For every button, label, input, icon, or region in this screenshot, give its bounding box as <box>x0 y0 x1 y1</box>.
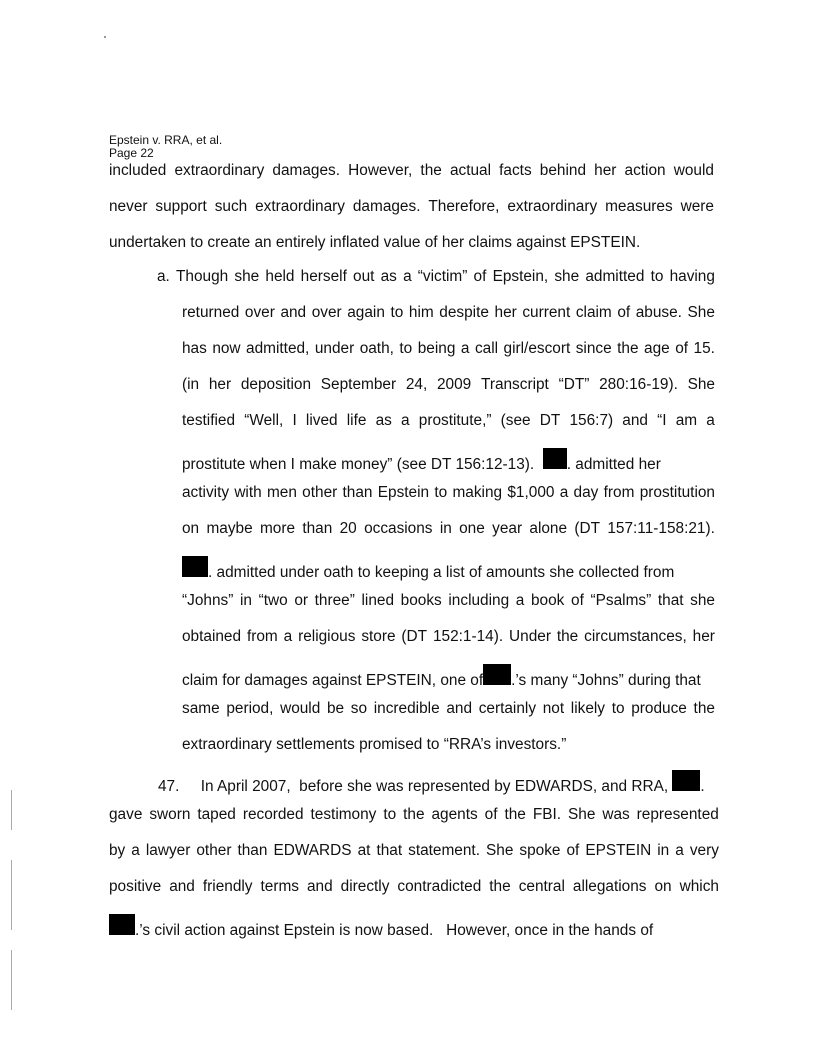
word: extraordinary <box>507 198 598 215</box>
word: However, <box>348 162 413 179</box>
word: that <box>657 592 684 609</box>
word: to <box>650 268 664 285</box>
word: “Psalms” <box>590 592 652 609</box>
redaction-box <box>483 664 511 685</box>
text-line <box>109 806 719 824</box>
word: behind <box>539 162 587 179</box>
text-line <box>182 592 715 610</box>
word: Transcript <box>480 376 549 393</box>
word: by <box>109 842 126 859</box>
word: other <box>196 842 232 859</box>
word: under <box>314 340 355 357</box>
text-segment: .’s civil action against Epstein is now based. However, once in the hands of <box>135 922 654 939</box>
word: which <box>679 878 719 895</box>
word: and <box>306 878 333 895</box>
word: prostitute,” <box>418 412 492 429</box>
word: never <box>109 198 148 215</box>
word: central <box>518 878 565 895</box>
word: including <box>448 592 510 609</box>
text-segment: claim for damages against EPSTEIN, one of <box>182 672 484 689</box>
word: directly <box>340 878 390 895</box>
word: him <box>408 304 434 321</box>
word: call <box>474 340 499 357</box>
word: September <box>320 376 397 393</box>
word: (DT <box>401 628 428 645</box>
word: despite <box>439 304 489 321</box>
word: returned <box>182 304 240 321</box>
text-segment: 47. In April 2007, before she was represented by EDWARDS, and RRA, <box>158 778 673 795</box>
word: 24, <box>405 376 428 393</box>
word: of <box>675 340 689 357</box>
word: out <box>353 268 375 285</box>
word: religious <box>298 628 356 645</box>
word: girl/escort <box>503 340 571 357</box>
word: agents <box>431 806 478 823</box>
text-line <box>157 268 715 286</box>
word: incredible <box>373 700 440 717</box>
word: to <box>383 806 397 823</box>
word: damages. <box>272 162 341 179</box>
text-line <box>109 878 719 896</box>
word: Epstein <box>377 484 430 501</box>
word: She <box>568 806 596 823</box>
word: than <box>302 520 333 537</box>
text-segment: undertaken to create an entirely inflated value of her claims against EPSTEIN. <box>109 234 641 251</box>
word: a <box>460 340 470 357</box>
page-number: Page 22 <box>109 146 154 160</box>
text-line <box>182 628 715 646</box>
word: a. <box>157 268 170 285</box>
word: would <box>280 700 321 717</box>
word: year <box>492 520 523 537</box>
word: alone <box>529 520 568 537</box>
word: likely <box>570 700 606 717</box>
text-segment: prostitute when I make money” (see DT 156:12-13). <box>182 456 543 473</box>
word: life <box>346 412 367 429</box>
word: EDWARDS <box>273 842 352 859</box>
word: in <box>657 842 670 859</box>
word: than <box>342 484 373 501</box>
word: the <box>556 628 579 645</box>
word: “Johns” <box>182 592 234 609</box>
word: 280:16-19). <box>599 376 678 393</box>
word: obtained <box>182 628 242 645</box>
word: 15. <box>693 340 715 357</box>
word: Though <box>176 268 229 285</box>
word: lawyer <box>145 842 191 859</box>
word: the <box>617 340 639 357</box>
text-line <box>182 484 715 502</box>
word: DT <box>539 412 561 429</box>
word: and <box>446 700 473 717</box>
text-line <box>182 340 715 358</box>
word: a <box>401 412 410 429</box>
word: measures <box>605 198 673 215</box>
text-line <box>182 376 715 394</box>
word: the <box>403 806 425 823</box>
word: (see <box>500 412 531 429</box>
text-line <box>182 448 715 474</box>
word: day <box>573 484 599 501</box>
text-line <box>109 162 714 180</box>
word: three” <box>314 592 355 609</box>
word: admitted, <box>246 340 310 357</box>
word: produce <box>631 700 687 717</box>
word: over <box>311 304 342 321</box>
word: was <box>602 806 630 823</box>
word: 2009 <box>436 376 472 393</box>
word: oath, <box>359 340 394 357</box>
word: friendly <box>202 878 253 895</box>
word: allegations <box>572 878 647 895</box>
word: and <box>280 304 307 321</box>
word: contradicted <box>397 878 482 895</box>
word: sworn <box>149 806 191 823</box>
word: on <box>182 520 200 537</box>
word: and <box>622 412 648 429</box>
word: lived <box>305 412 338 429</box>
word: that <box>376 842 403 859</box>
word: 157:11-158:21). <box>607 520 715 537</box>
word: “DT” <box>558 376 590 393</box>
word: deposition <box>240 376 312 393</box>
word: She <box>687 376 715 393</box>
word: gave <box>109 806 143 823</box>
text-segment: extraordinary settlements promised to “RRA’s investors.” <box>182 736 567 753</box>
word: activity <box>182 484 230 501</box>
word: to <box>390 304 404 321</box>
redaction-box <box>109 914 135 935</box>
text-line <box>109 842 719 860</box>
text-segment: . <box>700 778 705 795</box>
word: book <box>531 592 565 609</box>
word: I <box>292 412 297 429</box>
word: so <box>350 700 368 717</box>
word: testified <box>182 412 236 429</box>
text-line <box>109 914 719 940</box>
text-line <box>182 664 715 690</box>
redaction-box <box>543 448 567 469</box>
word: statement. <box>408 842 480 859</box>
word: on <box>654 878 672 895</box>
word: a <box>403 268 412 285</box>
word: prostitution <box>639 484 715 501</box>
word: than <box>237 842 268 859</box>
word: with <box>234 484 262 501</box>
text-segment: .’s many “Johns” during that <box>511 672 701 689</box>
word: age <box>644 340 670 357</box>
word: her <box>692 628 715 645</box>
word: she <box>554 268 580 285</box>
word: EPSTEIN <box>585 842 652 859</box>
word: support <box>155 198 207 215</box>
word: were <box>680 198 714 215</box>
word: from <box>603 484 635 501</box>
word: taped <box>197 806 236 823</box>
text-line <box>182 700 715 718</box>
word: of <box>473 268 487 285</box>
word: facts <box>499 162 532 179</box>
word: period, <box>226 700 274 717</box>
redaction-box <box>672 770 700 791</box>
word: having <box>669 268 715 285</box>
word: her <box>594 162 617 179</box>
word: positive <box>109 878 162 895</box>
word: be <box>326 700 345 717</box>
word: the <box>693 700 715 717</box>
word: the <box>489 878 511 895</box>
word: “I <box>657 412 667 429</box>
word: actual <box>449 162 492 179</box>
word: from <box>246 628 278 645</box>
word: admitted <box>585 268 645 285</box>
word: a <box>131 842 140 859</box>
word: held <box>265 268 295 285</box>
word: and <box>169 878 195 895</box>
word: more <box>259 520 296 537</box>
word: now <box>212 340 241 357</box>
word: she <box>234 268 260 285</box>
word: her <box>494 304 517 321</box>
word: 152:1-14). <box>432 628 504 645</box>
word: (DT <box>574 520 601 537</box>
word: making <box>452 484 503 501</box>
word: such <box>214 198 248 215</box>
word: a <box>559 484 569 501</box>
word: am <box>675 412 698 429</box>
word: to <box>434 484 448 501</box>
word: herself <box>300 268 347 285</box>
word: lined <box>361 592 395 609</box>
word: again <box>347 304 385 321</box>
word: Therefore, <box>428 198 500 215</box>
scan-margin-mark <box>11 860 12 930</box>
text-line <box>109 198 714 216</box>
word: or <box>294 592 308 609</box>
word: of <box>571 592 584 609</box>
word: has <box>182 340 207 357</box>
word: abuse. <box>635 304 682 321</box>
word: one <box>459 520 485 537</box>
text-line <box>182 304 715 322</box>
word: spoke <box>519 842 561 859</box>
word: represented <box>636 806 719 823</box>
text-segment: . admitted her <box>566 456 661 473</box>
word: the <box>420 162 442 179</box>
word: of <box>484 806 498 823</box>
word: maybe <box>206 520 253 537</box>
word: store <box>361 628 396 645</box>
scan-margin-mark <box>11 950 12 1010</box>
word: current <box>522 304 571 321</box>
word: “two <box>258 592 288 609</box>
word: since <box>575 340 612 357</box>
word: $1,000 <box>507 484 555 501</box>
scan-speck <box>104 36 106 38</box>
word: Under <box>509 628 551 645</box>
word: to <box>399 340 413 357</box>
word: a <box>706 412 715 429</box>
case-caption: Epstein v. RRA, et al. <box>109 133 223 147</box>
word: Epstein, <box>492 268 549 285</box>
word: very <box>689 842 719 859</box>
word: testimony <box>310 806 377 823</box>
word: a <box>515 592 525 609</box>
word: a <box>283 628 293 645</box>
page-header <box>109 134 222 160</box>
word: action <box>624 162 666 179</box>
word: (in <box>182 376 200 393</box>
word: as <box>380 268 397 285</box>
word: as <box>375 412 392 429</box>
word: over <box>244 304 275 321</box>
word: she <box>690 592 715 609</box>
word: her <box>208 376 232 393</box>
word: 156:7) <box>569 412 614 429</box>
text-line <box>158 770 719 796</box>
word: damages. <box>352 198 421 215</box>
word: of <box>566 842 580 859</box>
word: other <box>302 484 338 501</box>
word: the <box>504 806 526 823</box>
word: extraordinary <box>255 198 345 215</box>
text-line <box>182 556 715 582</box>
word: terms <box>260 878 299 895</box>
word: She <box>687 304 715 321</box>
word: claim <box>575 304 612 321</box>
word: a <box>675 842 684 859</box>
word: 20 <box>339 520 357 537</box>
text-line <box>109 234 640 252</box>
word: circumstances, <box>584 628 687 645</box>
text-line <box>182 412 715 430</box>
word: FBI. <box>532 806 562 823</box>
word: in <box>239 592 252 609</box>
word: extraordinary <box>174 162 265 179</box>
redaction-box <box>182 556 208 577</box>
word: to <box>611 700 625 717</box>
word: same <box>182 700 220 717</box>
word: men <box>266 484 297 501</box>
word: books <box>400 592 442 609</box>
word: certainly <box>478 700 537 717</box>
word: included <box>109 162 167 179</box>
text-segment: . admitted under oath to keeping a list of amounts she collected from <box>208 564 675 581</box>
text-line <box>182 736 566 754</box>
word: being <box>417 340 456 357</box>
word: She <box>486 842 514 859</box>
word: at <box>357 842 371 859</box>
word: occasions <box>364 520 433 537</box>
word: recorded <box>242 806 304 823</box>
word: in <box>439 520 452 537</box>
word: of <box>617 304 631 321</box>
word: “Well, <box>244 412 284 429</box>
word: “victim” <box>417 268 468 285</box>
word: would <box>673 162 714 179</box>
scan-margin-mark <box>11 790 12 830</box>
word: not <box>542 700 565 717</box>
text-line <box>182 520 715 538</box>
